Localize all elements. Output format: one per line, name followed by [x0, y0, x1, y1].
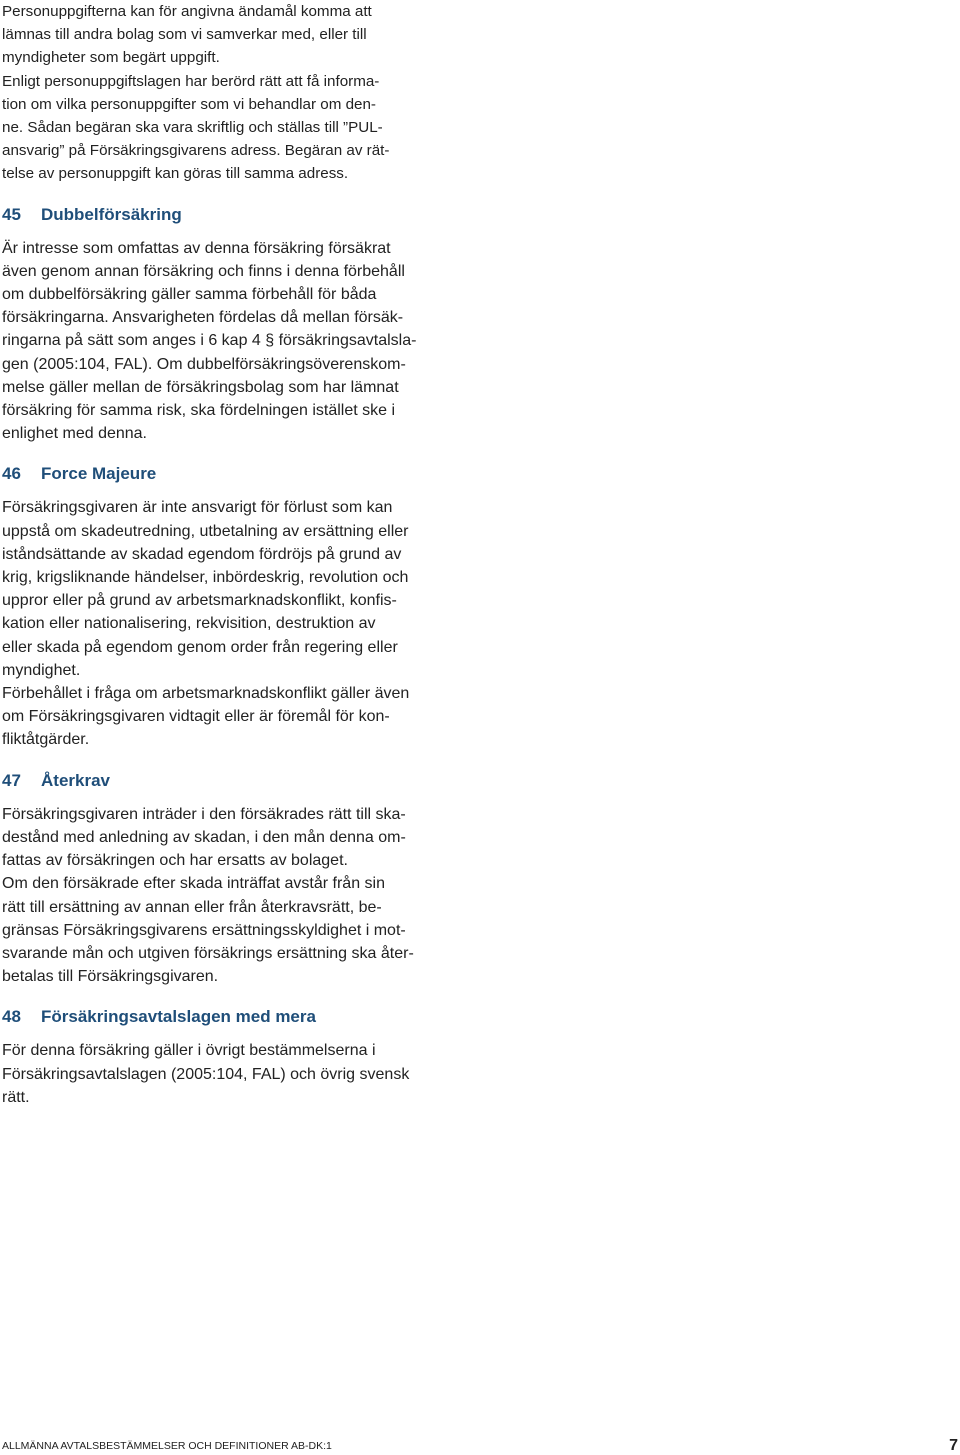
intro-block [2, 0, 450, 186]
section-45-dubbelforsakring [2, 203, 450, 446]
section-paragraph: Är intresse som omfattas av denna försäkring försäkrat även genom annan försäkring och finns i denna förbehåll om dubbelförsäkring gäller samma förbehåll för båda försäkringarna. Ansvarigheten fördelas då mellan försäk- ringarna på sätt som anges i 6 kap 4 § försäkringsavtalsla- gen (2005:104, FAL). Om dubbelförsäkringsöverenskom- melse gäller mellan de försäkringsbolag som har lämnat försäkring för samma risk, ska fördelningen istället ske i enlighet med denna. [2, 239, 417, 443]
section-title: Dubbelförsäkring [41, 204, 182, 224]
section-48-forsakringsavtalslagen [2, 1005, 450, 1109]
section-heading [2, 462, 450, 486]
page-footer [2, 1437, 958, 1455]
section-paragraph: Försäkringsgivaren inträder i den försäkrades rätt till ska- destånd med anledning av skadan, i den mån denna om- fattas av försäkringen och har ersatts av bolaget. [2, 805, 406, 870]
section-heading [2, 203, 450, 227]
section-title: Återkrav [41, 770, 110, 790]
section-paragraph: Om den försäkrade efter skada inträffat avstår från sin rätt till ersättning av annan eller från återkravsrätt, be- gränsas Försäkringsgivarens ersättningsskyldighet i mot- svarande mån och utgiven försäkrings ersättning ska åter- betalas till Försäkringsgivaren. [2, 875, 414, 986]
document-column [2, 0, 450, 1109]
footer-document-title: ALLMÄNNA AVTALSBESTÄMMELSER OCH DEFINITIONER AB-DK:1 [2, 1440, 332, 1452]
section-number: 46 [2, 464, 21, 484]
section-title: Försäkringsavtalslagen med mera [41, 1007, 316, 1027]
section-paragraph: Förbehållet i fråga om arbetsmarknadskonflikt gäller även om Försäkringsgivaren vidtagit eller är föremål för kon- fliktåtgärder. [2, 685, 410, 749]
section-number: 45 [2, 204, 21, 224]
page-number: 7 [949, 1437, 958, 1454]
section-number: 47 [2, 770, 21, 790]
section-paragraph: För denna försäkring gäller i övrigt bestämmelserna i Försäkringsavtalslagen (2005:104, FAL) och övrig svensk rätt. [2, 1042, 410, 1106]
section-title: Force Majeure [41, 464, 157, 484]
intro-paragraph-1: Personuppgifterna kan för angivna ändamål komma att lämnas till andra bolag som vi samverkar med, eller till myndigheter som begärt uppgift. [2, 3, 372, 67]
section-number: 48 [2, 1007, 21, 1027]
section-heading [2, 1005, 450, 1029]
intro-paragraph-2: Enligt personuppgiftslagen har berörd rätt att få informa- tion om vilka personuppgifter som vi behandlar om den- ne. Sådan begäran ska vara skriftlig och ställas till ”PUL- ansvarig” på Försäkringsgivarens adress. Begäran av rät- telse av personuppgift kan göras till samma adress. [2, 72, 390, 183]
section-47-aterkrav [2, 769, 450, 989]
section-paragraph: Försäkringsgivaren är inte ansvarigt för förlust som kan uppstå om skadeutredning, utbetalning av ersättning eller iståndsättande av skadad egendom fördröjs på grund av krig, krigsliknande händelser, inbördeskrig, revolution och uppror eller på grund av arbetsmarknadskonflikt, konfis- kation eller nationalisering, rekvisition, destruktion av eller skada på egendom genom order från regering eller myndighet. [2, 499, 409, 679]
section-46-force-majeure [2, 462, 450, 751]
section-heading [2, 769, 450, 793]
